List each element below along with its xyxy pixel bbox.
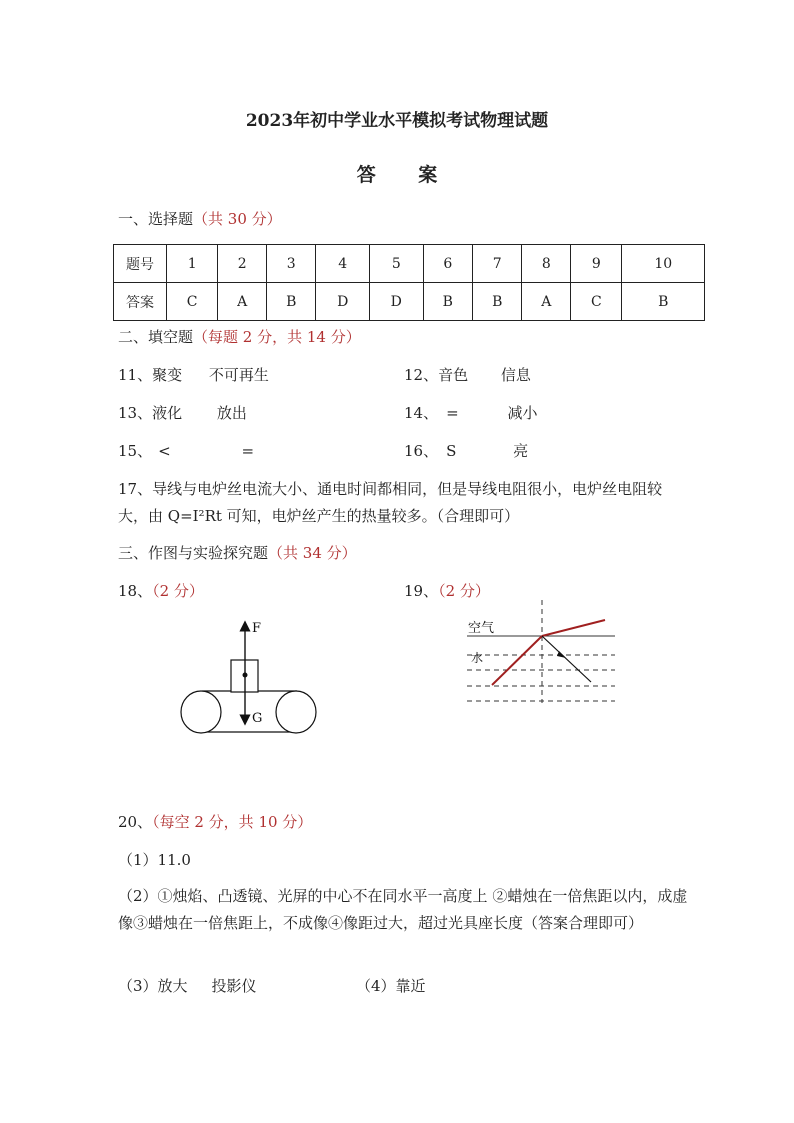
- refraction-diagram: [463, 598, 623, 708]
- q20-part2: （2）①烛焰、凸透镜、光屏的中心不在同水平一高度上 ②蜡烛在一倍焦距以内，成虚像③蜡烛在一倍焦距上，不成像④像距过大，超过光具座长度（答案合理即可）: [118, 887, 688, 932]
- label-air: 空气: [468, 621, 495, 636]
- table-row: [114, 245, 705, 283]
- label-water: 水: [471, 651, 484, 665]
- table-row: [114, 283, 705, 321]
- answer-table: [113, 244, 705, 321]
- table-cell: 2: [218, 245, 267, 283]
- table-cell: B: [267, 283, 316, 321]
- table-cell: 7: [473, 245, 522, 283]
- label-G: G: [252, 711, 263, 726]
- q19-heading: 19、（2 分）: [404, 582, 490, 600]
- q18-heading: 18、（2 分）: [118, 582, 204, 600]
- row-label: 答案: [114, 283, 167, 321]
- force-diagram: [170, 612, 330, 742]
- table-cell: D: [316, 283, 370, 321]
- reflected-ray: [542, 636, 591, 682]
- table-cell: D: [370, 283, 424, 321]
- table-cell: 5: [370, 245, 424, 283]
- page-title: 2023年初中学业水平模拟考试物理试题: [245, 111, 549, 131]
- table-cell: C: [571, 283, 622, 321]
- table-cell: 4: [316, 245, 370, 283]
- answer-11: 11、聚变 不可再生: [118, 366, 269, 384]
- table-cell: 9: [571, 245, 622, 283]
- page-subtitle: 答 案: [356, 164, 456, 186]
- table-cell: 1: [167, 245, 218, 283]
- answer-16: 16、 S 亮: [404, 442, 529, 460]
- table-cell: 6: [423, 245, 472, 283]
- q20-part3: （3）放大 投影仪: [118, 977, 257, 995]
- row-label: 题号: [114, 245, 167, 283]
- incident-ray: [492, 636, 542, 685]
- q20-part1: （1）11.0: [118, 851, 191, 869]
- refracted-arrow: [567, 625, 585, 630]
- table-cell: A: [522, 283, 571, 321]
- center-dot: [243, 673, 248, 678]
- refracted-ray: [542, 620, 605, 636]
- answer-14: 14、 = 减小: [404, 404, 538, 422]
- table-cell: A: [218, 283, 267, 321]
- table-cell: 10: [622, 245, 705, 283]
- left-roller: [181, 691, 221, 733]
- label-F: F: [252, 621, 262, 636]
- table-cell: 8: [522, 245, 571, 283]
- answer-17: 17、导线与电炉丝电流大小、通电时间都相同，但是导线电阻很小，电炉丝电阻较大，由 Q=I²Rt 可知，电炉丝产生的热量较多。（合理即可）: [118, 480, 663, 525]
- section1-heading: 一、选择题（共 30 分）: [118, 210, 282, 228]
- answer-15: 15、 < =: [118, 442, 255, 460]
- section3-heading: 三、作图与实验探究题（共 34 分）: [118, 544, 357, 562]
- section2-heading: 二、填空题（每题 2 分，共 14 分）: [118, 328, 361, 346]
- table-cell: C: [167, 283, 218, 321]
- q20-heading: 20、（每空 2 分，共 10 分）: [118, 813, 313, 831]
- table-cell: B: [423, 283, 472, 321]
- table-cell: B: [622, 283, 705, 321]
- right-roller: [276, 691, 316, 733]
- table-cell: B: [473, 283, 522, 321]
- answer-12: 12、音色 信息: [404, 366, 531, 384]
- incident-arrow: [507, 656, 521, 670]
- answer-13: 13、液化 放出: [118, 404, 247, 422]
- table-cell: 3: [267, 245, 316, 283]
- q20-part4: （4）靠近: [356, 977, 426, 995]
